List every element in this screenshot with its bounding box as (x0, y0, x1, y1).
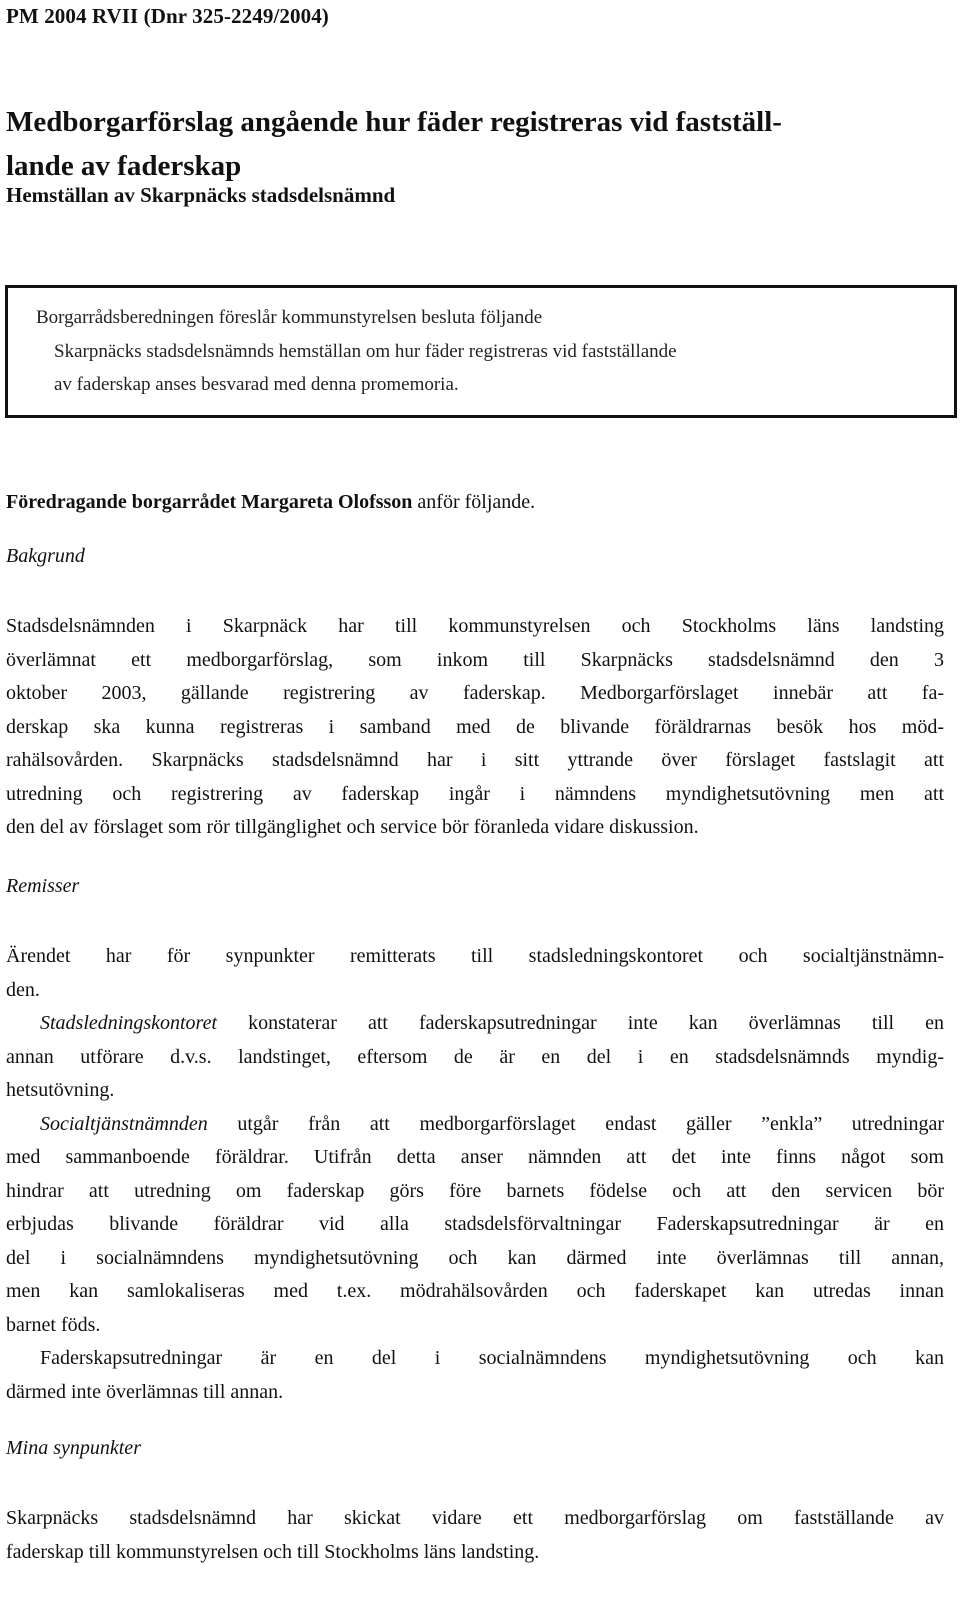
text-line: den. (6, 978, 40, 1001)
section-heading-mina-synpunkter: Mina synpunkter (6, 1437, 141, 1459)
text-line: Faderskapsutredningar är en del i socialnämndens myndighetsutövning och kan (40, 1347, 944, 1369)
text-fragment: utgår från att medborgarförslaget endast gäller ”enkla” utredningar (237, 1112, 944, 1135)
text-line: erbjudas blivande föräldrar vid alla stadsdelsförvaltningar Faderskapsutredningar är en (6, 1213, 944, 1235)
text-line: utredning och registrering av faderskap ingår i nämndens myndighetsutövning men att (6, 782, 944, 805)
document-reference: PM 2004 RVII (Dnr 325-2249/2004) (6, 4, 329, 28)
title-line-1: Medborgarförslag angående hur fäder registreras vid fastställ- (6, 106, 782, 138)
text-line: oktober 2003, gällande registrering av faderskap. Medborgarförslaget innebär att fa- (6, 682, 944, 704)
title-line-2: lande av faderskap (6, 150, 242, 182)
presenter-name: Föredragande borgarrådet Margareta Olofsson (6, 491, 413, 513)
text-line: faderskap till kommunstyrelsen och till Stockholms läns landsting. (6, 1540, 540, 1563)
paragraph-bakgrund (6, 610, 944, 845)
proposal-box (5, 285, 957, 418)
text-line: barnet föds. (6, 1313, 101, 1336)
italic-term-stadsledningskontoret: Stadsledningskontoret (40, 1012, 218, 1034)
text-line: med sammanboende föräldrar. Utifrån detta anser nämnden att det inte finns något som (6, 1146, 944, 1168)
page-subtitle: Hemställan av Skarpnäcks stadsdelsnämnd (6, 183, 396, 207)
text-line: men kan samlokaliseras med t.ex. mödrahälsovården och faderskapet kan utredas innan (6, 1280, 944, 1302)
proposal-line-2: Skarpnäcks stadsdelsnämnds hemställan om hur fäder registreras vid fastställande (54, 340, 677, 362)
section-heading-bakgrund: Bakgrund (6, 545, 85, 567)
text-line: den del av förslaget som rör tillgänglighet och service bör föranleda vidare diskussion. (6, 816, 699, 838)
presenter-rest: anför följande. (417, 491, 536, 513)
text-line: derskap ska kunna registreras i samband med de blivande föräldrarnas besök hos möd- (6, 715, 944, 738)
text-line: Stadsdelsnämnden i Skarpnäck har till kommunstyrelsen och Stockholms läns landsting (6, 615, 944, 637)
text-line: Ärendet har för synpunkter remitterats till stadsledningskontoret och socialtjänstnämn- (6, 945, 944, 967)
text-line (6, 1108, 944, 1142)
page-title (6, 100, 936, 188)
text-line: del i socialnämndens myndighetsutövning och kan därmed inte överlämnas till annan, (6, 1246, 944, 1269)
text-line: hetsutövning. (6, 1079, 115, 1101)
proposal-line-1: Borgarrådsberedningen föreslår kommunstyrelsen besluta följande (36, 307, 543, 328)
presenter-line (6, 491, 535, 514)
paragraph-remisser (6, 940, 944, 1409)
paragraph-mina-synpunkter (6, 1502, 944, 1569)
text-line (6, 1007, 944, 1041)
text-line: därmed inte överlämnas till annan. (6, 1380, 284, 1403)
text-fragment: konstaterar att faderskapsutredningar inte kan överlämnas till en (248, 1012, 945, 1034)
text-line: annan utförare d.v.s. landstinget, eftersom de är en del i en stadsdelsnämnds myndig- (6, 1045, 944, 1068)
text-line: Skarpnäcks stadsdelsnämnd har skickat vidare ett medborgarförslag om fastställande av (6, 1507, 944, 1529)
text-line: överlämnat ett medborgarförslag, som inkom till Skarpnäcks stadsdelsnämnd den 3 (6, 648, 944, 671)
text-line: rahälsovården. Skarpnäcks stadsdelsnämnd har i sitt yttrande över förslaget fastslagit att (6, 749, 944, 771)
italic-term-socialtjanstnamnden: Socialtjänstnämnden (40, 1112, 208, 1135)
section-heading-remisser: Remisser (6, 875, 80, 897)
proposal-line-3: av faderskap anses besvarad med denna promemoria. (54, 374, 459, 395)
text-line: hindrar att utredning om faderskap görs före barnets födelse och att den servicen bör (6, 1179, 944, 1202)
